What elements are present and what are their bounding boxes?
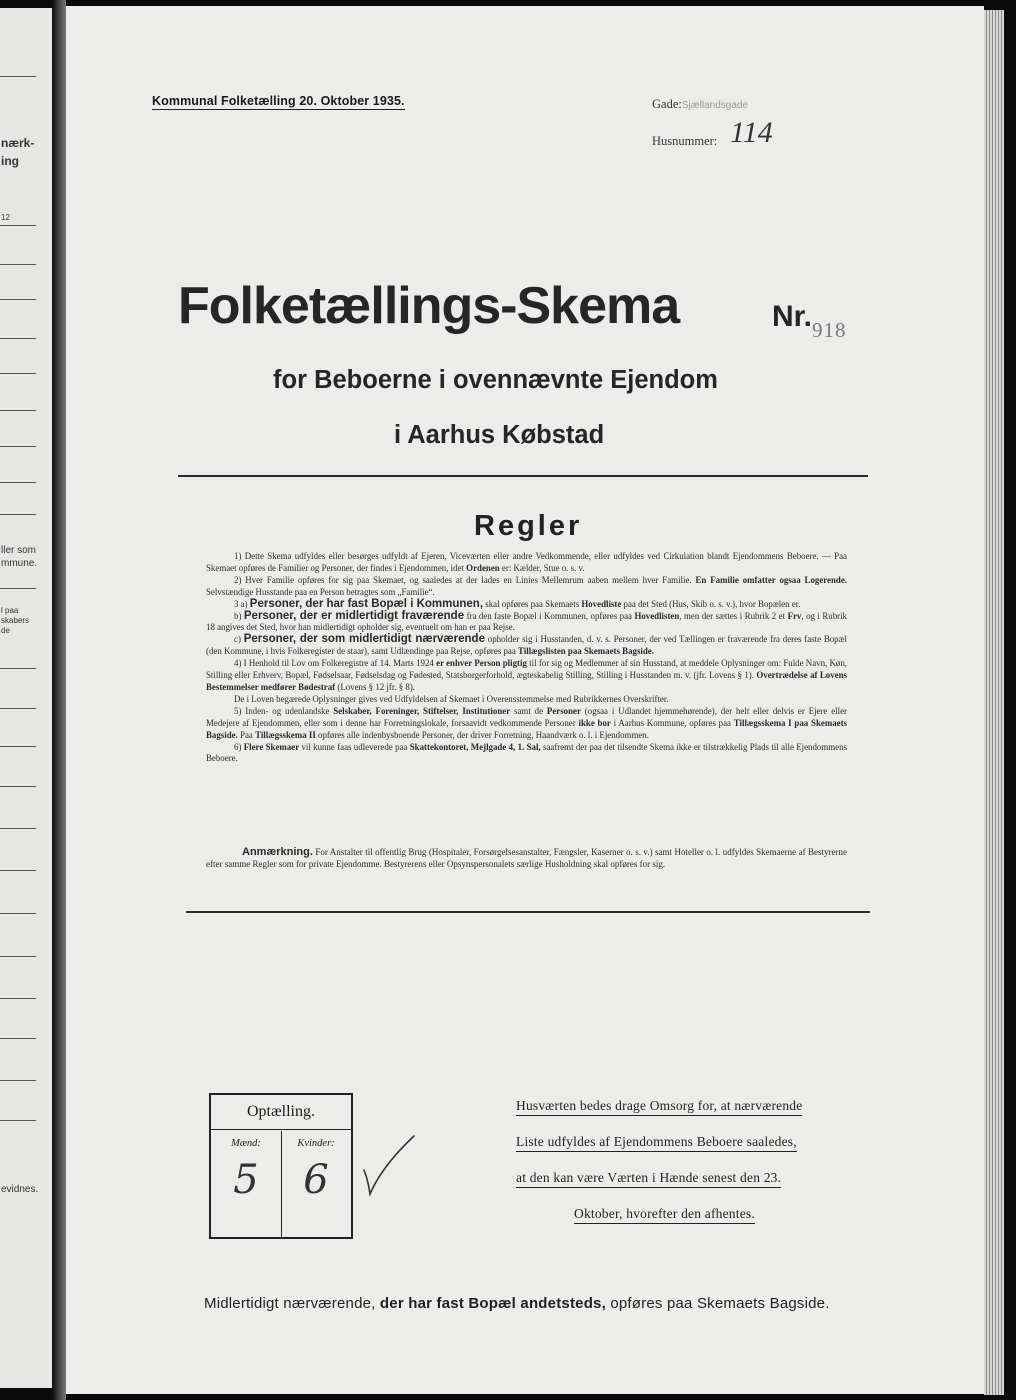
- women-count: 6: [303, 1157, 329, 1203]
- census-header-title: Kommunal Folketælling 20. Oktober 1935.: [152, 94, 405, 108]
- rule-3c: c) Personer, der som midlertidigt nærværende opholder sig i Husstanden, d. v. s. Personer, der ved Tællingen er fraværende fra deres faste Bopæl (den Kommune, i hvis Folkeregister de staar), samt Udlændinge paa Rejse, opføres paa Tillægslisten paa Skemaets Bagside.: [206, 633, 847, 657]
- form-title: Folketællings-Skema: [178, 277, 680, 335]
- gade-label: Gade:: [652, 97, 682, 111]
- checkmark-icon: [360, 1130, 420, 1202]
- husnummer-label: Husnummer:: [652, 134, 718, 148]
- left-margin-text: 12: [1, 213, 10, 222]
- rule-6: 6) Flere Skemaer vil kunne faas udleverede paa Skattekontoret, Mejlgade 4, 1. Sal, saafremt der paa det tilsendte Skema ikke er tilstrækkelig Plads til alle Ejendommens Beboere.: [206, 741, 847, 764]
- form-number-label: Nr.: [772, 300, 813, 333]
- left-margin-text: ing: [1, 154, 19, 168]
- notice-line: Oktober, hvorefter den afhentes.: [574, 1206, 755, 1224]
- gade-value: Sjællandsgade: [681, 100, 749, 111]
- rule-2: 2) Hver Familie opføres for sig paa Skemaet, og saaledes at der lades en Linies Mellemrum aaben mellem hver Familie. En Familie omfatter ogsaa Logerende. Selvstændige Husstande paa en Person betragtes som „Familie“.: [206, 574, 848, 597]
- rule-3b: b) Personer, der er midlertidigt fraværende fra den faste Bopæl i Kommunen, opføres paa Hovedlisten, men der sættes i Rubrik 2 et Frv, og i Rubrik 18 angives det Sted, hvor han midlertidigt opholder sig, eventuelt om han er paa Rejse.: [206, 609, 847, 633]
- form-number-value: 918: [812, 318, 847, 342]
- form-subtitle: for Beboerne i ovennævnte Ejendom: [273, 366, 718, 394]
- notice-line: at den kan være Værten i Hænde senest den 23.: [516, 1170, 781, 1188]
- left-margin-text: ller som: [1, 545, 37, 556]
- footer-instruction: Midlertidigt nærværende, der har fast Bopæl andetsteds, opføres paa Skemaets Bagside.: [204, 1295, 830, 1312]
- note-body: For Anstalter til offentlig Brug (Hospitaler, Forsørgelsesanstalter, Fængsler, Kaserner o. s. v.) samt Hoteller o. l. udfyldes Skemaerne af Bestyrerne efter samme Regler som for private Ejendomme. Bestyrerens eller Opsynspersonalets særlige Husholdning skal opføres for sig.: [206, 847, 847, 869]
- rule-5: 5) Inden- og udenlandske Selskaber, Foreninger, Stiftelser, Institutioner samt de Personer (ogsaa i Udlandet hjemmehørende), der helt eller delvis er Ejere eller Medejere af Ejendommen, eller som i denne har Forretningslokale, forsaavidt vedkommende Personer ikke bor i Aarhus Kommune, opføres paa Tillægsskema I paa Skemaets Bagside. Paa Tillægsskema II opføres alle indenbysboende Personer, der driver Forretning, Haandværk o. l. i Ejendommen.: [206, 705, 848, 740]
- notice-line: Husværten bedes drage Omsorg for, at nærværende: [516, 1098, 802, 1116]
- book-gutter: [52, 0, 66, 1400]
- rules-heading: Regler: [474, 510, 583, 542]
- gade-field: [652, 95, 748, 113]
- note-label: Anmærkning.: [242, 846, 313, 858]
- count-women-column: [281, 1131, 351, 1237]
- left-margin-text: de: [1, 626, 10, 635]
- notice-line: Liste udfyldes af Ejendommens Beboere saaledes,: [516, 1134, 797, 1152]
- husnummer-value: 114: [730, 116, 773, 149]
- left-margin-text: skabers: [1, 616, 30, 625]
- husnummer-field: [652, 132, 717, 150]
- form-subtitle-city: i Aarhus Købstad: [394, 421, 605, 449]
- divider: [186, 911, 870, 913]
- rule-4-continued: De i Loven begærede Oplysninger gives ved Udfyldelsen af Skemaet i Overensstemmelse med Rubrikkernes Overskrifter.: [234, 693, 669, 704]
- left-page-strip: [0, 8, 52, 1388]
- left-margin-text: evidnes.: [1, 1184, 39, 1195]
- men-count: 5: [233, 1157, 259, 1203]
- divider: [178, 475, 868, 477]
- count-box: [209, 1093, 353, 1239]
- rule-3a: 3 a) Personer, der har fast Bopæl i Kommunen, skal opføres paa Skemaets Hovedliste paa det Sted (Hus, Skib o. s. v.), hvor Bopælen er.: [234, 597, 801, 610]
- left-margin-text: l paa: [1, 606, 19, 615]
- left-margin-text: nærk-: [1, 136, 35, 150]
- note-text: [206, 846, 847, 870]
- women-label: Kvinder:: [297, 1138, 335, 1149]
- page-edges: [984, 10, 1004, 1395]
- men-label: Mænd:: [231, 1138, 261, 1149]
- rules-text: [206, 551, 847, 765]
- count-men-column: [211, 1131, 282, 1237]
- count-title: Optælling.: [211, 1095, 351, 1130]
- rule-4: 4) I Henhold til Lov om Folkeregistre af 14. Marts 1924 er enhver Person pligtig til for sig og Medlemmer af sin Husstand, at meddele Oplysninger om: Fulde Navn, Køn, Stilling eller Erhverv, Bopæl, Fødselsaar, Fødselsdag og Fødested, Statsborgerforhold, ægteskabelig Stilling, Stilling i Husstanden m. v. (jfr. Lovens § 1). Overtrædelse af Lovens Bestemmelser medfører Bødestraf (Lovens § 12 jfr. § 8).: [206, 658, 848, 692]
- left-margin-text: mmune.: [1, 558, 38, 569]
- rule-1: 1) Dette Skema udfyldes eller besørges udfyldt af Ejeren, Viceværten eller andre Vedkommende, eller udfyldes ved Cirkulation blandt Ejendommens Beboere. — Paa Skemaet opføres de Familier og Personer, der findes i Ejendommen, idet Ordenen er: Kælder, Stue o. s. v.: [206, 551, 847, 573]
